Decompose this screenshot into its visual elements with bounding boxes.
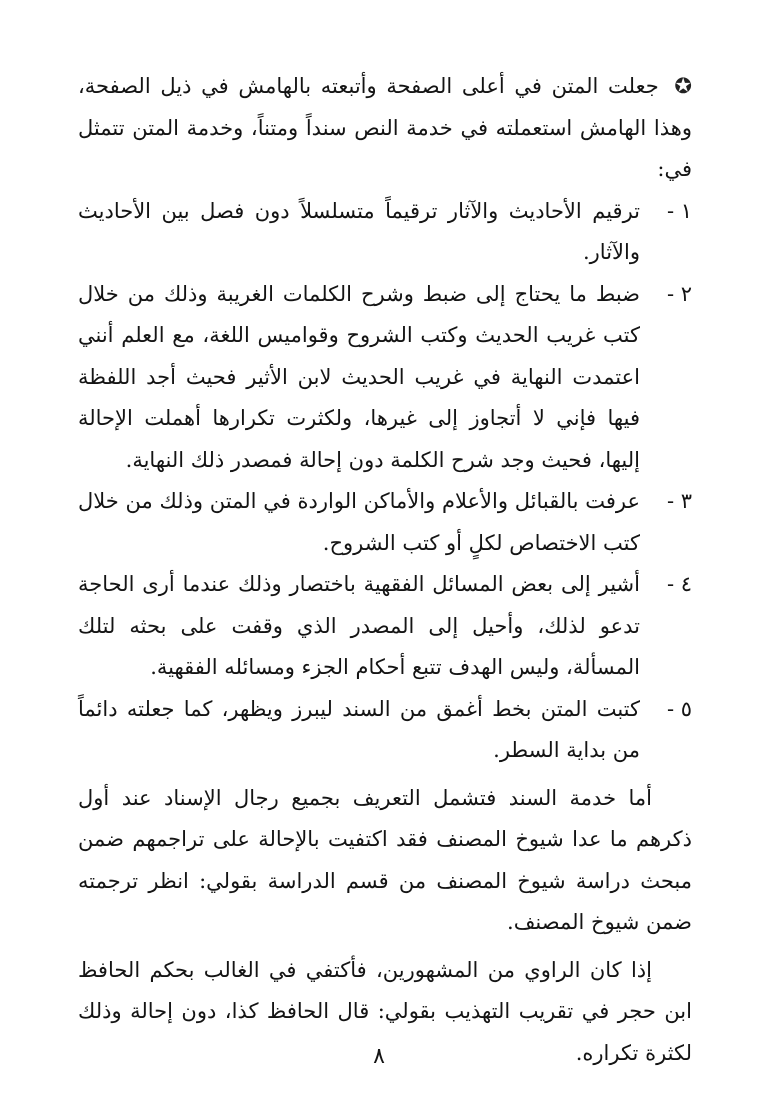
list-item-text: عرفت بالقبائل والأعلام والأماكن الواردة في المتن وذلك من خلال كتب الاختصاص لكلٍ أو كتب الشروح. (78, 489, 640, 555)
intro-paragraph (78, 66, 692, 191)
list-item-number: ٢ - (666, 281, 692, 306)
narrator-paragraph: إذا كان الراوي من المشهورين، فأكتفي في الغالب بحكم الحافظ ابن حجر في تقريب التهذيب بقولي: قال الحافظ كذا، دون إحالة وذلك لكثرة تكراره. (78, 957, 692, 1065)
list-item (78, 191, 692, 274)
list-item (78, 481, 692, 564)
list-item (78, 274, 692, 482)
body-text (78, 66, 692, 1074)
list-item (78, 689, 692, 772)
sanad-paragraph: أما خدمة السند فتشمل التعريف بجميع رجال الإسناد عند أول ذكرهم ما عدا شيوخ المصنف فقد اكتفيت بالإحالة على تراجمهم ضمن مبحث دراسة شيوخ المصنف من قسم الدراسة بقولي: انظر ترجمته ضمن شيوخ المصنف. (78, 785, 692, 934)
list-item-number: ١ - (666, 198, 692, 223)
list-item-number: ٣ - (666, 489, 692, 513)
intro-text: جعلت المتن في أعلى الصفحة وأتبعته بالهامش في ذيل الصفحة، وهذا الهامش استعملته في خدمة النص سنداً ومتناً، وخدمة المتن تتمثل في: (78, 74, 692, 181)
list-item-text: ترقيم الأحاديث والآثار ترقيماً متسلسلاً دون فصل بين الأحاديث والآثار. (78, 198, 640, 264)
list-item-text: ضبط ما يحتاج إلى ضبط وشرح الكلمات الغريبة وذلك من خلال كتب غريب الحديث وكتب الشروح وقواميس اللغة، مع العلم أنني اعتمدت النهاية في غريب الحديث لابن الأثير فحيث أجد اللفظة فيها فإني لا أتجاوز إلى غيرها، ولكثرت تكرارها أهملت الإحالة إليها، فحيث وجد شرح الكلمة دون إحالة فمصدر ذلك النهاية. (78, 281, 640, 472)
list-item-number: ٤ - (666, 572, 692, 596)
list-item (78, 564, 692, 689)
page-number: ٨ (373, 1044, 385, 1069)
list-item-text: كتبت المتن بخط أغمق من السند ليبرز ويظهر، كما جعلته دائماً من بداية السطر. (78, 696, 640, 762)
list-item-text: أشير إلى بعض المسائل الفقهية باختصار وذلك عندما أرى الحاجة تدعو لذلك، وأحيل إلى المصدر الذي وقفت على بحثه لتلك المسألة، وليس الهدف تتبع أحكام الجزء ومسائله الفقهية. (78, 572, 640, 679)
list-item-number: ٥ - (666, 696, 692, 721)
star-bullet-icon: ✪ (674, 74, 692, 98)
